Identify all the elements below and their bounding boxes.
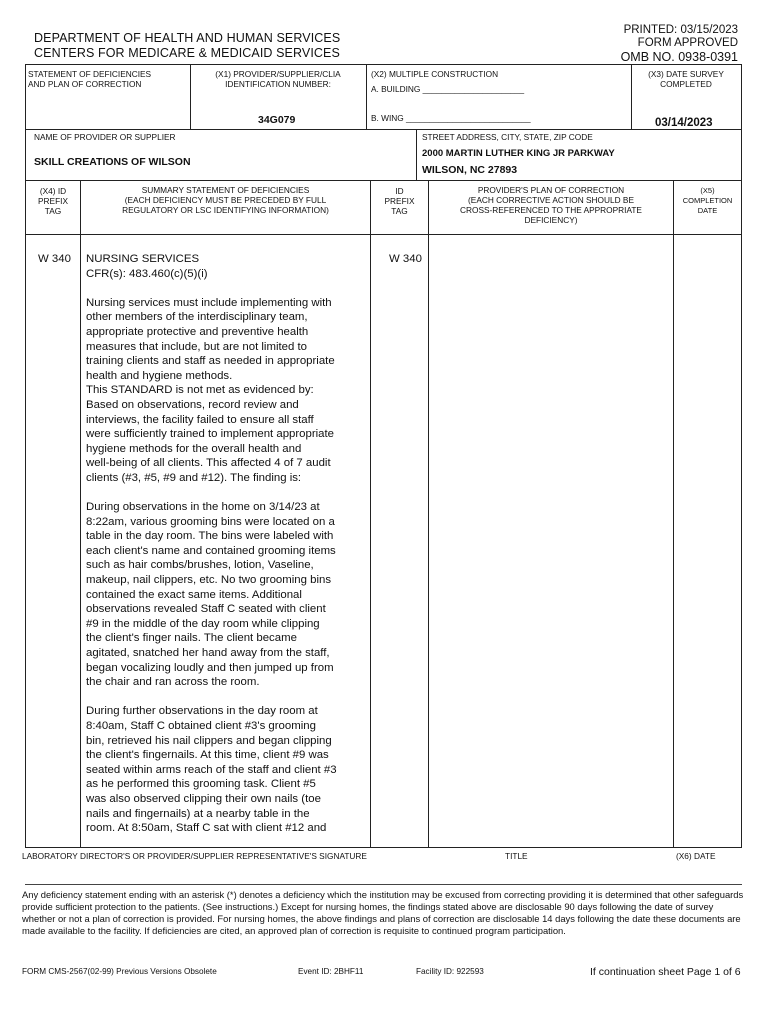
prefix-tag-left: W 340: [38, 253, 71, 265]
finding-paragraph: This STANDARD is not met as evidenced by: Based on observations, record review and interviews, the facility failed to ensure all staff were sufficiently trained to implement appropriate hygiene methods for the overall health and well-being of all clients. This affected 4 of 7 audit clients (#3, #5, #9 and #12). The finding is:: [86, 384, 334, 484]
plan-column-header: PROVIDER'S PLAN OF CORRECTION (EACH CORRECTIVE ACTION SHOULD BE CROSS-REFERENCED TO THE APPROPRIATE DEFICIENCY): [460, 185, 642, 225]
id-column-header: ID PREFIX TAG: [384, 186, 415, 216]
top-table-divider: [25, 129, 742, 130]
top-right-border: [741, 64, 742, 234]
department-line: DEPARTMENT OF HEALTH AND HUMAN SERVICES: [34, 31, 341, 45]
x4-column-border: [80, 180, 81, 847]
printed-date: PRINTED: 03/15/2023: [623, 24, 738, 36]
signature-label: LABORATORY DIRECTOR'S OR PROVIDER/SUPPLIER REPRESENTATIVE'S SIGNATURE: [22, 851, 367, 861]
x1-label: (X1) PROVIDER/SUPPLIER/CLIA IDENTIFICATION NUMBER:: [215, 69, 341, 89]
x2-cell-border: [366, 64, 367, 129]
top-table-top-border: [25, 64, 742, 65]
address-cell-border: [416, 129, 417, 180]
x2-label: (X2) MULTIPLE CONSTRUCTION: [371, 69, 499, 79]
x3-label: (X3) DATE SURVEY COMPLETED: [648, 69, 724, 89]
regulation-paragraph: Nursing services must include implementing with other members of the interdisciplinary team, appropriate protective and preventive health measures that include, but are not limited to training clients and staff as needed in appropriate health and hygiene methods.: [86, 296, 335, 382]
city-state-zip: WILSON, NC 27893: [422, 164, 518, 176]
event-id: Event ID: 2BHF11: [298, 967, 364, 976]
column-header-bottom-border: [25, 234, 742, 235]
date-label: (X6) DATE: [676, 851, 716, 861]
address-label: STREET ADDRESS, CITY, STATE, ZIP CODE: [422, 132, 593, 142]
form-approved-label: FORM APPROVED: [637, 37, 738, 49]
form-id: FORM CMS-2567(02-99) Previous Versions Obsolete: [22, 967, 217, 976]
content-left-border: [25, 234, 26, 847]
provider-name: SKILL CREATIONS OF WILSON: [34, 156, 191, 168]
provider-id-number: 34G079: [258, 114, 296, 126]
provider-name-label: NAME OF PROVIDER OR SUPPLIER: [34, 132, 176, 142]
form-status-block: [621, 24, 738, 64]
survey-completed-date: 03/14/2023: [655, 117, 713, 129]
content-right-border: [741, 234, 742, 847]
x4-column-header: (X4) ID PREFIX TAG: [38, 186, 68, 216]
observation-paragraph-2: During further observations in the day room at 8:40am, Staff C obtained client #3's grooming bin, retrieved his nail clippers and began clipping the client's fingernails. At this time, client #9 was seated within arms reach of the staff and client #3 as he performed this grooming task. Client #5 was also observed clipping their own nails (toe nails and fingernails) at a nearby table in the room. At 8:50am, Staff C sat with client #12 and: [86, 705, 337, 835]
column-header-top-border: [25, 180, 742, 181]
prefix-tag-right: W 340: [389, 253, 422, 265]
summary-column-header: SUMMARY STATEMENT OF DEFICIENCIES (EACH DEFICIENCY MUST BE PRECEDED BY FULL REGULATORY OR LSC IDENTIFYING INFORMATION): [122, 185, 329, 215]
signature-bottom-border: [25, 884, 742, 885]
statement-label: STATEMENT OF DEFICIENCIES AND PLAN OF CORRECTION: [28, 69, 152, 89]
title-label: TITLE: [505, 851, 528, 861]
wing-field: B. WING ___________________________: [371, 113, 531, 123]
omb-number: OMB NO. 0938-0391: [620, 50, 738, 64]
observation-paragraph-1: During observations in the home on 3/14/23 at 8:22am, various grooming bins were located on a table in the day room. The bins were labeled with each client's name and contained grooming items such as hair combs/brushes, lotion, Vaseline, makeup, nail clippers, etc. No two grooming bins contained the exact same items. Additional observations revealed Staff C seated with client #9 in the middle of the day room while clipping the client's finger nails. The client became agitated, snatched her hand away from the staff, began vocalizing loudly and then jumped up from the chair and ran across the room.: [86, 501, 336, 689]
deficiency-summary: [86, 252, 368, 850]
facility-id: Facility ID: 922593: [416, 967, 484, 976]
plan-column-border: [673, 180, 674, 847]
continuation-page: If continuation sheet Page 1 of 6: [590, 966, 741, 978]
agency-line: CENTERS FOR MEDICARE & MEDICAID SERVICES: [34, 46, 340, 60]
x1-cell-border: [190, 64, 191, 129]
department-heading: [34, 31, 340, 61]
id-column-border: [428, 180, 429, 847]
deficiency-title: NURSING SERVICES: [86, 253, 200, 265]
summary-column-border: [370, 180, 371, 847]
deficiency-notice: Any deficiency statement ending with an asterisk (*) denotes a deficiency which the institution may be excused from correcting providing it is determined that other safeguards provide sufficient protection to the patients. (See instructions.) Except for nursing homes, the findings stated above are disclosable 90 days following the date of survey whether or not a plan of correction is provided. For nursing homes, the above findings and plans of correction are disclosable 14 days following the date these documents are made available to the facility. If deficiencies are cited, an approved plan of correction is requisite to continued program participation.: [22, 889, 744, 936]
cfr-reference: CFR(s): 483.460(c)(5)(i): [86, 267, 208, 280]
x5-column-header: (X5) COMPLETION DATE: [682, 186, 733, 215]
street-address: 2000 MARTIN LUTHER KING JR PARKWAY: [422, 148, 615, 159]
building-field: A. BUILDING ______________________: [371, 84, 525, 94]
